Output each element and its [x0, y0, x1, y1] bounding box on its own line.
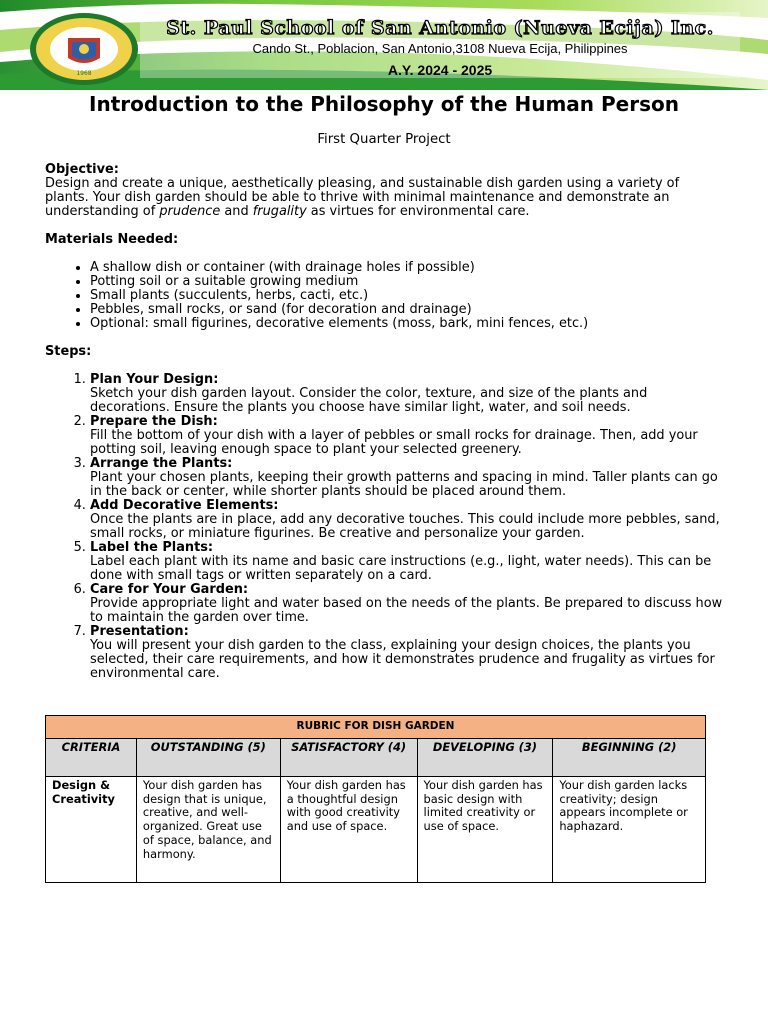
list-item: • Optional: small figurines, decorative elements (moss, bark, mini fences, etc.)	[90, 317, 725, 331]
step-text: Label each plant with its name and basic care instructions (e.g., light, water needs). This can be done with small tags or written separately on a card.	[90, 554, 712, 583]
step-item	[90, 583, 725, 625]
objective-em-frugality: frugality	[252, 204, 307, 219]
objective-text-a: Design and create a unique, aesthetically pleasing, and sustainable dish garden using a variety of plants. Your dish garden should be able to thrive with minimal maintenance and demonstrate an understanding of	[45, 176, 680, 219]
steps-heading: Steps:	[45, 344, 92, 359]
step-title: 4. Add Decorative Elements:	[90, 498, 279, 513]
step-item	[90, 499, 725, 541]
step-item	[90, 625, 725, 681]
academic-year: A.Y. 2024 - 2025	[387, 62, 493, 78]
objective-em-prudence: prudence	[159, 204, 221, 219]
objective-heading: Objective:	[45, 162, 119, 177]
school-seal-icon	[28, 12, 140, 86]
step-title: 7. Presentation:	[90, 624, 189, 639]
step-item	[90, 541, 725, 583]
step-item	[90, 457, 725, 499]
objective-text-b: and	[220, 204, 253, 219]
objective-text	[45, 177, 725, 219]
step-item	[90, 415, 725, 457]
step-title: 3. Arrange the Plants:	[90, 456, 233, 471]
rubric-developing-cell: Your dish garden has basic design with limited creativity or use of space.	[417, 777, 553, 883]
step-text: Sketch your dish garden layout. Consider the color, texture, and size of the plants and decorations. Ensure the plants you choose have similar light, water, and soil needs.	[90, 386, 648, 415]
list-item: • A shallow dish or container (with drainage holes if possible)	[90, 261, 725, 275]
list-item: • Small plants (succulents, herbs, cacti, etc.)	[90, 289, 725, 303]
step-text: Once the plants are in place, add any decorative touches. This could include more pebbles, sand, small rocks, or miniature figurines. Be creative and personalize your garden.	[90, 512, 720, 541]
step-text: Fill the bottom of your dish with a layer of pebbles or small rocks for drainage. Then, add your potting soil, leaving enough space to plant your selected greenery.	[90, 428, 698, 457]
objective-text-c: as virtues for environmental care.	[306, 204, 530, 219]
step-text: Provide appropriate light and water based on the needs of the plants. Be prepared to discuss how to maintain the garden over time.	[90, 596, 723, 625]
step-title: 2. Prepare the Dish:	[90, 414, 218, 429]
step-title: 6. Care for Your Garden:	[90, 582, 249, 597]
document-body	[45, 163, 725, 681]
list-item: • Potting soil or a suitable growing medium	[90, 275, 725, 289]
rubric-table	[45, 715, 706, 883]
school-name: St. Paul School of San Antonio (Nueva Ecija) Inc.	[166, 17, 714, 39]
rubric-header-beginning: BEGINNING (2)	[553, 739, 706, 777]
seal-year: 1968	[76, 70, 92, 77]
document-title: Introduction to the Philosophy of the Human Person	[89, 92, 679, 116]
materials-heading: Materials Needed:	[45, 232, 179, 247]
rubric-title: RUBRIC FOR DISH GARDEN	[46, 716, 706, 739]
steps-list	[67, 373, 725, 681]
rubric-beginning-cell: Your dish garden lacks creativity; design appears incomplete or haphazard.	[553, 777, 706, 883]
rubric-outstanding-cell: Your dish garden has design that is unique, creative, and well-organized. Great use of space, balance, and harmony.	[136, 777, 280, 883]
step-item	[90, 373, 725, 415]
document-subtitle: First Quarter Project	[317, 132, 451, 147]
school-address: Cando St., Poblacion, San Antonio,3108 Nueva Ecija, Philippines	[252, 41, 628, 56]
rubric-criteria-cell: Design & Creativity	[46, 777, 137, 883]
step-title: 1. Plan Your Design:	[90, 372, 219, 387]
rubric-header-criteria: CRITERIA	[46, 739, 137, 777]
rubric-header-developing: DEVELOPING (3)	[417, 739, 553, 777]
rubric-header-satisfactory: SATISFACTORY (4)	[280, 739, 417, 777]
rubric-satisfactory-cell: Your dish garden has a thoughtful design with good creativity and use of space.	[280, 777, 417, 883]
table-row	[46, 777, 706, 883]
school-header-banner	[0, 0, 768, 90]
step-text: Plant your chosen plants, keeping their growth patterns and spacing in mind. Taller plants can go in the back or center, while shorter plants should be placed around them.	[90, 470, 718, 499]
materials-list	[67, 261, 725, 331]
step-text: You will present your dish garden to the class, explaining your design choices, the plants you selected, their care requirements, and how it demonstrates prudence and frugality as virtues for environmental care.	[90, 638, 715, 681]
rubric-header-outstanding: OUTSTANDING (5)	[136, 739, 280, 777]
step-title: 5. Label the Plants:	[90, 540, 214, 555]
list-item: • Pebbles, small rocks, or sand (for decoration and drainage)	[90, 303, 725, 317]
